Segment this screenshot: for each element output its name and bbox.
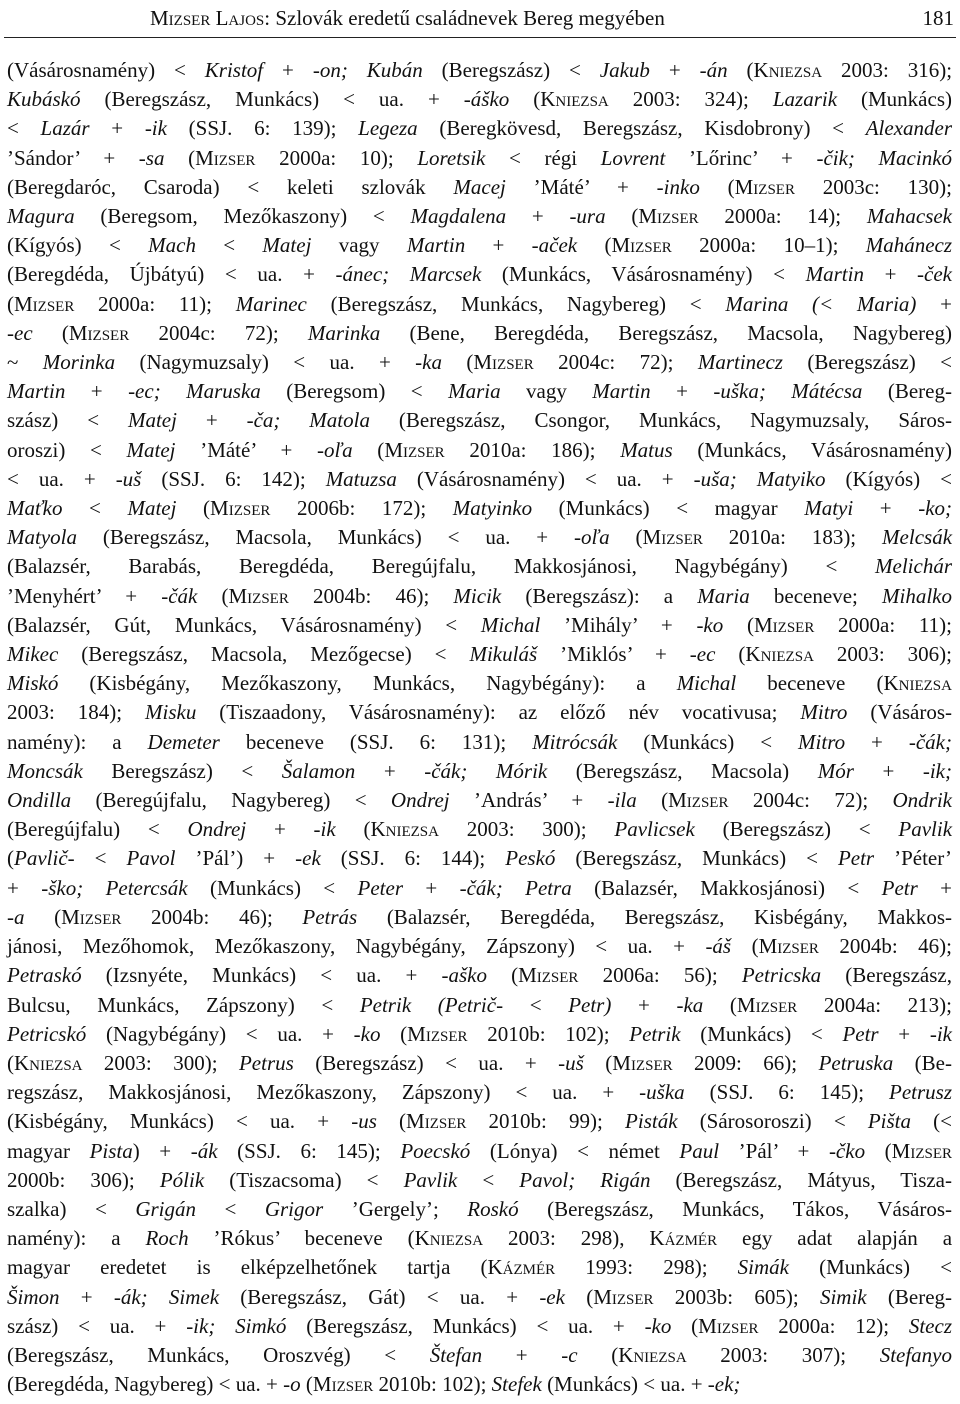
- italic-term: Ondrik: [892, 788, 952, 813]
- text-line: Bulcsu, Munkács, Zápszony) < Petrik (Petrič- < Petr) + -ka (Mizser 2004a: 213);: [7, 992, 952, 1017]
- italic-term: Matej: [127, 496, 177, 521]
- author-citation: Mizser: [593, 1284, 654, 1309]
- author-citation: Mizser: [642, 525, 703, 550]
- italic-term: -us: [351, 1109, 377, 1134]
- text-line: szalka) < Grigán < Grigor ’Gergely’; Roskó (Beregszász, Munkács, Tákos, Vásáros-: [7, 1196, 952, 1221]
- italic-term: Pavlicsek: [614, 817, 695, 842]
- italic-term: -ek: [295, 846, 321, 871]
- author-citation: Mizser: [407, 1021, 468, 1046]
- italic-term: -ček: [917, 262, 953, 287]
- italic-term: Ondrej: [187, 817, 247, 842]
- italic-term: Simik: [819, 1284, 867, 1309]
- italic-term: -ila: [607, 788, 637, 813]
- italic-term: Pavlič-: [14, 846, 75, 871]
- text-line: jánosi, Mezőhomok, Mezőkaszony, Nagybégány, Zápszony) < ua. + -áš (Mizser 2004b: 46);: [7, 934, 953, 959]
- article-title: : Szlovák eredetű családnevek Bereg megyében: [264, 6, 665, 30]
- italic-term: Kubáskó: [7, 87, 81, 112]
- text-line: -a (Mizser 2004b: 46); Petrás (Balazsér, Beregdéda, Beregszász, Kisbégány, Makkos-: [7, 904, 952, 929]
- italic-term: -ánec; Marcsek: [335, 262, 482, 287]
- italic-term: Stefek: [491, 1372, 542, 1397]
- author-citation: Mizser: [68, 320, 130, 345]
- italic-term: Mach: [148, 233, 196, 258]
- author-citation: Kniezsa: [414, 1226, 484, 1251]
- italic-term: Ondrej: [390, 788, 450, 813]
- italic-term: Mikec: [7, 642, 59, 667]
- italic-term: Petrus: [238, 1050, 294, 1075]
- italic-term: -o: [283, 1372, 301, 1397]
- italic-term: Marinka: [307, 320, 381, 345]
- italic-term: Petrik (Petrič-: [359, 992, 504, 1017]
- text-line: (Vásárosnamény) < Kristof + -on; Kubán (Beregszász) < Jakub + -án (Kniezsa 2003: 316);: [7, 58, 953, 82]
- text-line: 2000b: 306); Pólik (Tiszacsoma) < Pavlik < Pavol; Rigán (Beregszász, Mátyus, Tisza-: [7, 1167, 952, 1192]
- italic-term: -ec: [7, 320, 33, 345]
- italic-term: Matus: [620, 437, 673, 462]
- italic-term: Mikuláš: [469, 642, 538, 667]
- text-line: Miskó (Kisbégány, Mezőkaszony, Munkács, Nagybégány): a Michal beceneve (Kniezsa: [7, 671, 952, 696]
- italic-term: Lazár: [40, 116, 90, 141]
- italic-term: Roch: [145, 1226, 189, 1251]
- italic-term: -ča; Matola: [246, 408, 370, 433]
- author-citation: Mizser: [384, 437, 445, 462]
- italic-term: Grigor: [264, 1196, 324, 1221]
- author-citation: Kniezsa: [618, 1342, 687, 1367]
- italic-term: Mitro: [798, 729, 846, 754]
- italic-term: Matyinko: [452, 496, 533, 521]
- text-line: < Lazár + -ik (SSJ. 6: 139); Legeza (Beregkövesd, Beregszász, Kisdobrony) < Alexander: [7, 116, 953, 141]
- italic-term: -oľa: [574, 525, 610, 550]
- italic-term: Mitrócsák: [532, 729, 618, 754]
- italic-term: Pista: [89, 1138, 133, 1163]
- text-line: (Beregdéda, Újbátyú) < ua. + -ánec; Marcsek (Munkács, Vásárosnamény) < Martin + -ček: [7, 262, 953, 287]
- italic-term: Petr: [837, 846, 875, 871]
- author-citation: Mizser: [734, 174, 795, 199]
- italic-term: Štefan: [429, 1342, 483, 1367]
- italic-term: -ko: [644, 1313, 672, 1338]
- italic-term: Magdalena: [410, 204, 507, 229]
- italic-term: -ko: [353, 1021, 381, 1046]
- author-citation: Mizser: [698, 1313, 759, 1338]
- page-number: 181: [922, 6, 954, 30]
- italic-term: -ko: [696, 612, 724, 637]
- italic-term: Maria: [448, 379, 501, 404]
- italic-term: Stecz: [908, 1313, 952, 1338]
- text-line: (Kígyós) < Mach < Matej vagy Martin + -aček (Mizser 2000a: 10–1); Mahánecz: [7, 233, 953, 258]
- running-title: [150, 6, 665, 31]
- text-line: Martin + -ec; Maruska (Beregsom) < Maria vagy Martin + -uška; Mátécsa (Bereg-: [7, 379, 952, 404]
- italic-term: Miskó: [7, 671, 59, 696]
- author-citation: Mizser: [195, 145, 256, 170]
- italic-term: Peter: [357, 875, 404, 900]
- text-line: (Balazsér, Barabás, Beregdéda, Beregújfalu, Makkosjánosi, Nagybégány) < Melichár: [7, 554, 952, 579]
- italic-term: -ka: [415, 350, 442, 375]
- author-citation: Kniezsa: [370, 817, 439, 842]
- italic-term: -čák: [161, 583, 198, 608]
- italic-term: Stefanyo: [879, 1342, 952, 1367]
- text-line: regszász, Makkosjánosi, Mezőkaszony, Zápszony) < ua. + -uška (SSJ. 6: 145); Petrusz: [7, 1080, 952, 1105]
- italic-term: Pavlik: [403, 1167, 458, 1192]
- text-line: ’Menyhért’ + -čák (Mizser 2004b: 46); Micik (Beregszász): a Maria beceneve; Mihalko: [7, 583, 952, 608]
- italic-term: -ik: [144, 116, 167, 141]
- author-citation: Mizser: [518, 963, 579, 988]
- italic-term: -ško; Petercsák: [41, 875, 188, 900]
- italic-term: Morinka: [42, 350, 116, 375]
- italic-term: Pavlik: [898, 817, 953, 842]
- italic-term: Petr: [881, 875, 918, 900]
- italic-term: Loretsik: [417, 145, 486, 170]
- italic-term: -čák;: [908, 729, 952, 754]
- italic-term: Peskó: [505, 846, 556, 871]
- text-line: Šimon + -ák; Simek (Beregszász, Gát) < ua. + -ek (Mizser 2003b: 605); Simik (Bereg-: [7, 1284, 953, 1309]
- author-citation: Mizser: [611, 233, 672, 258]
- italic-term: -čko: [828, 1138, 866, 1163]
- italic-term: Martin: [805, 262, 864, 287]
- text-line: -ec (Mizser 2004c: 72); Marinka (Bene, Beregdéda, Beregszász, Macsola, Nagybereg): [7, 320, 952, 345]
- text-line: szász) < Matej + -ča; Matola (Beregszász, Csongor, Munkács, Nagymuzsaly, Sáros-: [7, 408, 952, 433]
- italic-term: -sa: [138, 145, 165, 170]
- italic-term: Poecskó: [400, 1138, 471, 1163]
- text-line: Maťko < Matej (Mizser 2006b: 172); Matyinko (Munkács) < magyar Matyi + -ko;: [7, 496, 953, 521]
- italic-term: Petraskó: [7, 963, 82, 988]
- italic-term: -uša; Matyiko: [693, 466, 826, 491]
- italic-term: Pisták: [625, 1109, 678, 1134]
- italic-term: Legeza: [358, 116, 418, 141]
- italic-term: -áš: [705, 934, 732, 959]
- author-citation: Mizser: [612, 1050, 673, 1075]
- italic-term: -ik: [929, 1021, 952, 1046]
- text-line: (Beregújfalu) < Ondrej + -ik (Kniezsa 2003: 300); Pavlicsek (Beregszász) < Pavlik: [7, 817, 953, 842]
- italic-term: -ec; Maruska: [128, 379, 261, 404]
- italic-term: -án: [699, 58, 728, 82]
- text-line: Mikec (Beregszász, Macsola, Mezőgecse) < Mikuláš ’Miklós’ + -ec (Kniezsa 2003: 306);: [7, 642, 952, 667]
- italic-term: Paul: [679, 1138, 720, 1163]
- italic-term: -inko: [656, 174, 700, 199]
- italic-term: Ondilla: [7, 788, 72, 813]
- italic-term: Lazarik: [772, 87, 838, 112]
- text-line: (Beregszász, Munkács, Oroszvég) < Štefan + -c (Kniezsa 2003: 307); Stefanyo: [7, 1342, 952, 1367]
- italic-term: Grigán: [135, 1196, 196, 1221]
- text-line: Ondilla (Beregújfalu, Nagybereg) < Ondrej ’András’ + -ila (Mizser 2004c: 72); Ondrik: [7, 788, 952, 813]
- italic-term: Petrik: [629, 1021, 681, 1046]
- italic-term: -čák; Petra: [459, 875, 572, 900]
- italic-term: -oľa: [316, 437, 353, 462]
- author-citation: Mizser: [473, 350, 534, 375]
- italic-term: Demeter: [147, 729, 220, 754]
- author-name: Mizser Lajos: [150, 6, 265, 30]
- italic-term: Petrusz: [889, 1080, 952, 1105]
- italic-term: Simák: [737, 1255, 789, 1280]
- author-citation: Kázmér: [487, 1255, 556, 1280]
- italic-term: Melichár: [875, 554, 952, 579]
- italic-term: -ik;: [922, 758, 953, 783]
- author-citation: Mizser: [891, 1138, 952, 1163]
- italic-term: -uš: [558, 1050, 584, 1075]
- author-citation: Mizser: [14, 291, 75, 316]
- italic-term: Matej: [126, 437, 176, 462]
- text-line: (Kisbégány, Munkács) < ua. + -us (Mizser 2010b: 99); Pisták (Sárosoroszi) < Pišta (<: [7, 1109, 952, 1134]
- italic-term: -on; Kubán: [312, 58, 423, 82]
- italic-term: Moncsák: [7, 758, 83, 783]
- italic-term: -c: [561, 1342, 578, 1367]
- italic-term: Jakub: [599, 58, 650, 82]
- italic-term: Alexander: [865, 116, 953, 141]
- italic-term: Martin: [7, 379, 66, 404]
- italic-term: Melcsák: [882, 525, 953, 550]
- author-citation: Mizser: [668, 788, 729, 813]
- author-citation: Mizser: [406, 1109, 467, 1134]
- author-citation: Mizser: [638, 204, 699, 229]
- text-line: magyar eredetet is elképzelhetőnek tartja (Kázmér 1993: 298); Simák (Munkács) <: [7, 1255, 952, 1280]
- text-line: (Mizser 2000a: 11); Marinec (Beregszász, Munkács, Nagybereg) < Marina (< Maria) +: [7, 291, 952, 316]
- text-line: Petraskó (Izsnyéte, Munkács) < ua. + -aško (Mizser 2006a: 56); Petricska (Beregszász,: [7, 963, 952, 988]
- text-line: namény): a Demeter beceneve (SSJ. 6: 131); Mitrócsák (Munkács) < Mitro + -čák;: [7, 729, 952, 754]
- text-line: (Pavlič- < Pavol ’Pál’) + -ek (SSJ. 6: 144); Peskó (Beregszász, Munkács) < Petr ’Péter’: [7, 846, 953, 871]
- italic-term: Matej: [127, 408, 177, 433]
- italic-term: Michal: [480, 612, 541, 637]
- italic-term: Mitro: [800, 700, 848, 725]
- body-text: [7, 56, 952, 1399]
- text-line: ’Sándor’ + -sa (Mizser 2000a: 10); Loretsik < régi Lovrent ’Lőrinc’ + -čik; Macinkó: [7, 145, 953, 170]
- author-citation: Kázmér: [649, 1226, 718, 1251]
- text-line: szász) < ua. + -ik; Simkó (Beregszász, Munkács) < ua. + -ko (Mizser 2000a: 12); Stecz: [7, 1313, 952, 1338]
- italic-term: Marinec: [235, 291, 307, 316]
- italic-term: Matyi: [804, 496, 854, 521]
- italic-term: Šalamon: [281, 758, 356, 783]
- author-citation: Mizser: [228, 583, 289, 608]
- italic-term: Misku: [145, 700, 197, 725]
- italic-term: Pišta: [867, 1109, 911, 1134]
- italic-term: -áško: [463, 87, 510, 112]
- italic-term: Matej: [262, 233, 312, 258]
- author-citation: Kniezsa: [540, 87, 609, 112]
- text-line: Magura (Beregsom, Mezőkaszony) < Magdalena + -ura (Mizser 2000a: 14); Mahacsek: [7, 204, 953, 229]
- italic-term: Martin: [406, 233, 466, 258]
- italic-term: Petricska: [741, 963, 822, 988]
- italic-term: Petrás: [302, 904, 358, 929]
- italic-term: Magura: [7, 204, 75, 229]
- text-line: magyar Pista) + -ák (SSJ. 6: 145); Poecskó (Lónya) < német Paul ’Pál’ + -čko (Mizser: [7, 1138, 952, 1163]
- author-citation: Mizser: [312, 1372, 374, 1397]
- italic-term: Petricskó: [7, 1021, 87, 1046]
- running-header: [0, 0, 960, 38]
- italic-term: -čik; Macinkó: [816, 145, 953, 170]
- text-line: + -ško; Petercsák (Munkács) < Peter + -čák; Petra (Balazsér, Makkosjánosi) < Petr +: [7, 875, 952, 900]
- italic-term: -čák; Mórik: [424, 758, 548, 783]
- italic-term: Mahacsek: [866, 204, 953, 229]
- italic-term: -ik; Simkó: [186, 1313, 287, 1338]
- italic-term: Pavol; Rigán: [519, 1167, 651, 1192]
- author-citation: Kniezsa: [753, 58, 823, 82]
- text-line: (Kniezsa 2003: 300); Petrus (Beregszász) < ua. + -uš (Mizser 2009: 66); Petruska (Be-: [7, 1050, 952, 1075]
- italic-term: Matyola: [7, 525, 77, 550]
- italic-term: -ka: [676, 992, 704, 1017]
- italic-term: -ák; Simek: [113, 1284, 220, 1309]
- italic-term: Lovrent: [600, 145, 666, 170]
- italic-term: Martin: [592, 379, 651, 404]
- author-citation: Kniezsa: [883, 671, 952, 696]
- italic-term: -uška: [639, 1080, 685, 1105]
- italic-term: Mihalko: [882, 583, 952, 608]
- italic-term: Maria: [697, 583, 750, 608]
- italic-term: -ek: [539, 1284, 565, 1309]
- italic-term: Šimon: [7, 1284, 60, 1309]
- text-line: Moncsák Beregszász) < Šalamon + -čák; Mórik (Beregszász, Macsola) Mór + -ik;: [7, 758, 953, 783]
- text-line: (Beregdéda, Nagybereg) < ua. + -o (Mizser 2010b: 102); Stefek (Munkács) < ua. + -ek;: [7, 1372, 741, 1397]
- text-line: ~ Morinka (Nagymuzsaly) < ua. + -ka (Mizser 2004c: 72); Martinecz (Beregszász) <: [7, 350, 953, 375]
- italic-term: -ko;: [918, 496, 953, 521]
- italic-term: Michal: [676, 671, 737, 696]
- italic-term: Mór: [817, 758, 854, 783]
- italic-term: -ec: [689, 642, 716, 667]
- italic-term: -ek;: [707, 1372, 741, 1397]
- italic-term: -uška; Mátécsa: [713, 379, 863, 404]
- italic-term: Maťko: [7, 496, 63, 521]
- italic-term: Martinecz: [697, 350, 783, 375]
- text-line: (Balazsér, Gút, Munkács, Vásárosnamény) < Michal ’Mihály’ + -ko (Mizser 2000a: 11);: [7, 612, 952, 637]
- italic-term: Matuzsa: [325, 466, 397, 491]
- text-line: Petricskó (Nagybégány) < ua. + -ko (Mizser 2010b: 102); Petrik (Munkács) < Petr + -ik: [7, 1021, 952, 1046]
- author-citation: Mizser: [61, 904, 122, 929]
- italic-term: -ik: [313, 817, 336, 842]
- italic-term: Micik: [453, 583, 502, 608]
- text-line: Matyola (Beregszász, Macsola, Munkács) < ua. + -oľa (Mizser 2010a: 183); Melcsák: [7, 525, 953, 550]
- text-line: Kubáskó (Beregszász, Munkács) < ua. + -áško (Kniezsa 2003: 324); Lazarik (Munkács): [7, 87, 952, 112]
- italic-term: -aček: [531, 233, 578, 258]
- italic-term: Petr): [568, 992, 612, 1017]
- author-citation: Mizser: [753, 612, 815, 637]
- text-line: oroszi) < Matej ’Máté’ + -oľa (Mizser 2010a: 186); Matus (Munkács, Vásárosnamény): [7, 437, 953, 462]
- author-citation: Kniezsa: [14, 1050, 83, 1075]
- text-line: 2003: 184); Misku (Tiszaadony, Vásárosnamény): az előző név vocativusa; Mitro (Vásáros-: [7, 700, 952, 725]
- italic-term: -ák: [190, 1138, 218, 1163]
- text-line: namény): a Roch ’Rókus’ beceneve (Kniezsa 2003: 298), Kázmér egy adat alapján a: [7, 1226, 953, 1251]
- text-line: < ua. + -uš (SSJ. 6: 142); Matuzsa (Vásárosnamény) < ua. + -uša; Matyiko (Kígyós) <: [7, 466, 952, 491]
- italic-term: Pólik: [159, 1167, 205, 1192]
- text-line: (Beregdaróc, Csaroda) < keleti szlovák Macej ’Máté’ + -inko (Mizser 2003c: 130);: [7, 174, 953, 199]
- author-citation: Kniezsa: [745, 642, 814, 667]
- italic-term: -a: [7, 904, 25, 929]
- italic-term: Macej: [453, 174, 506, 199]
- italic-term: -ura: [569, 204, 606, 229]
- italic-term: Mahánecz: [865, 233, 953, 258]
- italic-term: -aško: [441, 963, 487, 988]
- italic-term: -uš: [115, 466, 142, 491]
- italic-term: Petruska: [818, 1050, 894, 1075]
- author-citation: Mizser: [736, 992, 798, 1017]
- author-citation: Mizser: [758, 934, 819, 959]
- italic-term: Petr: [842, 1021, 879, 1046]
- author-citation: Mizser: [210, 496, 271, 521]
- italic-term: Roskó: [467, 1196, 519, 1221]
- italic-term: Marina (< Maria): [725, 291, 917, 316]
- italic-term: Pavol: [126, 846, 176, 871]
- header-rule: [4, 37, 956, 38]
- italic-term: Kristof: [204, 58, 264, 82]
